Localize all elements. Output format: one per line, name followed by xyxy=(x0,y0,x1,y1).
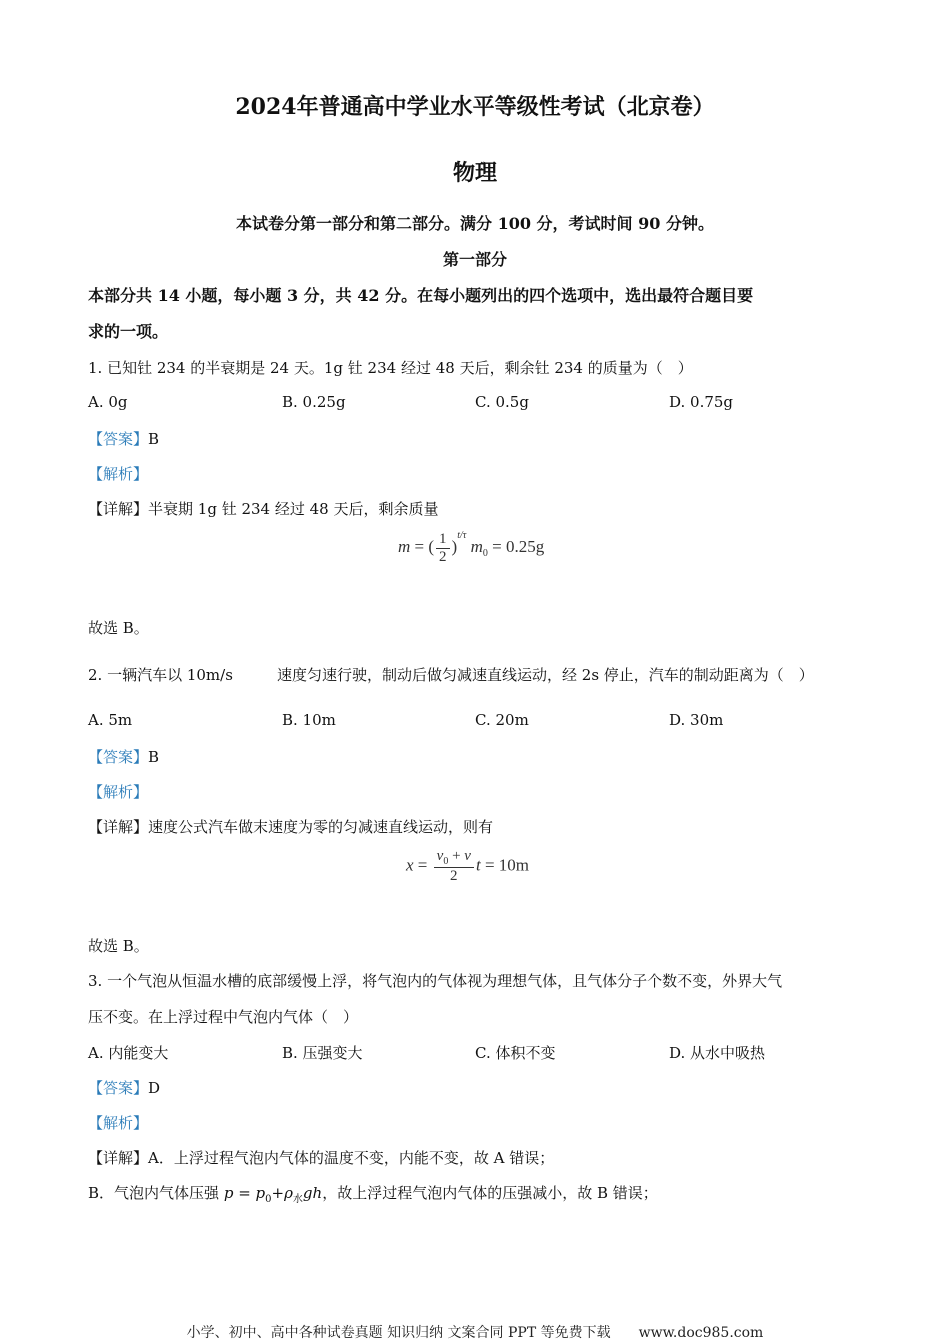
part-heading: 第一部分 xyxy=(442,250,507,269)
q1-option-b: B. 0.25g xyxy=(282,393,346,411)
answer-label: 【答案】 xyxy=(88,1079,149,1097)
q3-option-b: B. 压强变大 xyxy=(282,1044,363,1062)
q3-answer: D xyxy=(148,1079,161,1097)
instruction-line-1: 本部分共 14 小题，每小题 3 分，共 42 分。在每小题列出的四个选项中，选出最符合题目要 xyxy=(88,286,754,305)
detail-label: 【详解】 xyxy=(88,1149,149,1167)
q2-formula: x = $\frac{v_0 + v}{2}$ t = 10m xyxy=(406,848,529,884)
exam-intro: 本试卷分第一部分和第二部分。满分 100 分，考试时间 90 分钟。 xyxy=(236,214,714,233)
q2-option-a: A. 5m xyxy=(88,711,133,729)
answer-label: 【答案】 xyxy=(88,430,149,448)
subject-title: 物理 xyxy=(452,160,497,186)
q1-conclusion: 故选 B。 xyxy=(88,619,149,637)
q1-option-a: A. 0g xyxy=(88,393,128,411)
q1-detail-row xyxy=(88,498,439,519)
q3-analysis-label: 【解析】 xyxy=(88,1114,149,1132)
detail-label: 【详解】 xyxy=(88,500,149,518)
q3-stem-line-2: 压不变。在上浮过程中气泡内气体（ ） xyxy=(88,1008,359,1026)
q2-option-c: C. 20m xyxy=(475,711,529,729)
instruction-line-2: 求的一项。 xyxy=(88,322,169,341)
q1-stem: 1. 已知钍 234 的半衰期是 24 天。1g 钍 234 经过 48 天后，剩余钍 234 的质量为（ ） xyxy=(88,359,693,377)
q2-option-b: B. 10m xyxy=(282,711,336,729)
q3-answer-row xyxy=(88,1077,160,1098)
q1-answer-row xyxy=(88,428,159,449)
page-footer: 小学、初中、高中各种试卷真题 知识归纳 文案合同 PPT 等免费下载 www.doc985.com xyxy=(186,1325,764,1341)
answer-label: 【答案】 xyxy=(88,748,149,766)
q2-conclusion: 故选 B。 xyxy=(88,937,149,955)
q1-option-c: C. 0.5g xyxy=(475,393,529,411)
q3-stem-line-1: 3. 一个气泡从恒温水槽的底部缓慢上浮，将气泡内的气体视为理想气体，且气体分子个数不变，外界大气 xyxy=(88,972,783,990)
q2-formula-result: = 10m xyxy=(484,855,529,875)
q3-pressure-formula: p xyxy=(223,1184,234,1202)
q2-option-d: D. 30m xyxy=(669,711,724,729)
q1-formula: m = ( $\frac{1}{2}$ )$^{t/\tau}$ $m_0 = 0.25g$ xyxy=(398,530,545,565)
q3-detail-b-suffix: ，故上浮过程气泡内气体的压强减小，故 B 错误； xyxy=(322,1184,658,1202)
q2-detail-row xyxy=(88,816,493,837)
q1-analysis-label: 【解析】 xyxy=(88,465,149,483)
q3-option-a: A. 内能变大 xyxy=(88,1044,169,1062)
detail-label: 【详解】 xyxy=(88,818,149,836)
q3-option-d: D. 从水中吸热 xyxy=(669,1044,766,1062)
q2-detail: 速度公式汽车做末速度为零的匀减速直线运动，则有 xyxy=(148,818,494,836)
q3-detail-b-row: B．气泡内气体压强 $p = p_0+\rho_水gh$，故上浮过程气泡内气体的压强减小，故 B 错误； xyxy=(88,1184,658,1205)
q2-answer-row xyxy=(88,746,159,767)
q3-detail-a: A．上浮过程气泡内气体的温度不变，内能不变，故 A 错误； xyxy=(148,1149,555,1167)
q1-answer: B xyxy=(148,430,160,448)
q2-stem-b: 速度匀速行驶，制动后做匀减速直线运动，经 2s 停止，汽车的制动距离为（ ） xyxy=(277,666,814,684)
q3-detail-b-prefix: B．气泡内气体压强 xyxy=(88,1184,220,1202)
q2-stem-a: 2. 一辆汽车以 10m/s xyxy=(88,666,233,684)
exam-title: 2024年普通高中学业水平等级性考试（北京卷） xyxy=(235,94,715,120)
q2-answer: B xyxy=(148,748,160,766)
q1-option-d: D. 0.75g xyxy=(669,393,734,411)
q1-detail: 半衰期 1g 钍 234 经过 48 天后，剩余质量 xyxy=(148,500,439,518)
q1-formula-result: = 0.25g xyxy=(492,537,545,556)
q2-analysis-label: 【解析】 xyxy=(88,783,149,801)
q3-detail-a-row xyxy=(88,1147,554,1168)
q3-option-c: C. 体积不变 xyxy=(475,1044,556,1062)
